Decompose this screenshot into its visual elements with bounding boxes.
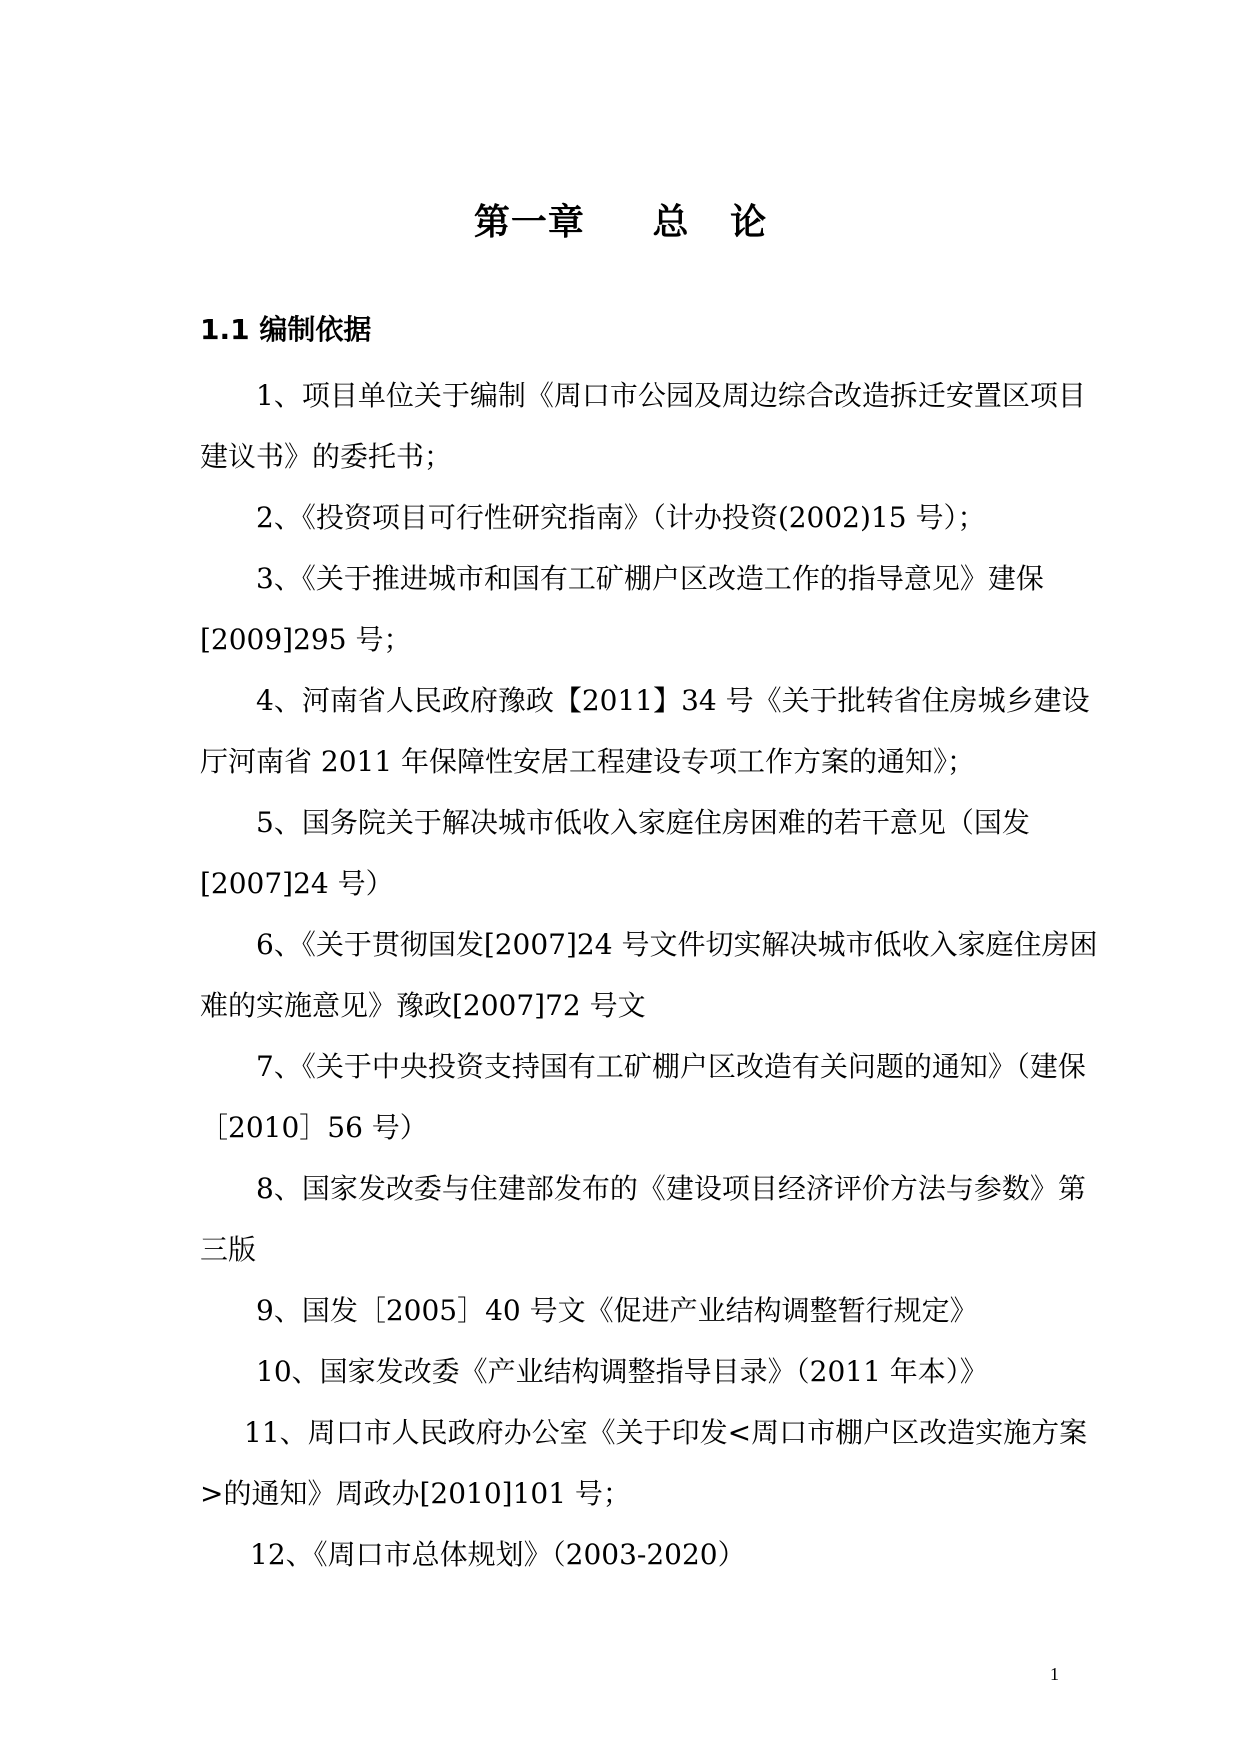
basis-item: 11、周口市人民政府办公室《关于印发<周口市棚户区改造实施方案>的通知》周政办[2010]101 号；	[200, 1416, 1088, 1510]
basis-item: 1、项目单位关于编制《周口市公园及周边综合改造拆迁安置区项目建议书》的委托书；	[200, 379, 1086, 473]
basis-item: 10、国家发改委《产业结构调整指导目录》（2011 年本）》	[256, 1355, 988, 1388]
basis-item: 7、《关于中央投资支持国有工矿棚户区改造有关问题的通知》（建保［2010］56 号）	[200, 1050, 1086, 1144]
page-number: 1	[1050, 1664, 1059, 1684]
basis-item: 9、国发［2005］40 号文《促进产业结构调整暂行规定》	[256, 1294, 978, 1327]
basis-item: 8、国家发改委与住建部发布的《建设项目经济评价方法与参数》第三版	[200, 1172, 1086, 1266]
basis-item: 6、《关于贯彻国发[2007]24 号文件切实解决城市低收入家庭住房困难的实施意见》豫政[2007]72 号文	[200, 928, 1098, 1022]
basis-item: 4、河南省人民政府豫政【2011】34 号《关于批转省住房城乡建设厅河南省 2011 年保障性安居工程建设专项工作方案的通知》；	[200, 684, 1090, 778]
section-heading: 1.1 编制依据	[200, 313, 372, 346]
basis-item: 5、国务院关于解决城市低收入家庭住房困难的若干意见（国发[2007]24 号）	[200, 806, 1030, 900]
basis-item: 12、《周口市总体规划》（2003-2020）	[250, 1538, 746, 1571]
chapter-title: 第一章 总 论	[473, 202, 768, 243]
basis-list	[200, 365, 1100, 1585]
basis-item: 3、《关于推进城市和国有工矿棚户区改造工作的指导意见》建保[2009]295 号；	[200, 562, 1044, 656]
basis-item: 2、《投资项目可行性研究指南》（计办投资(2002)15 号）；	[256, 501, 986, 534]
